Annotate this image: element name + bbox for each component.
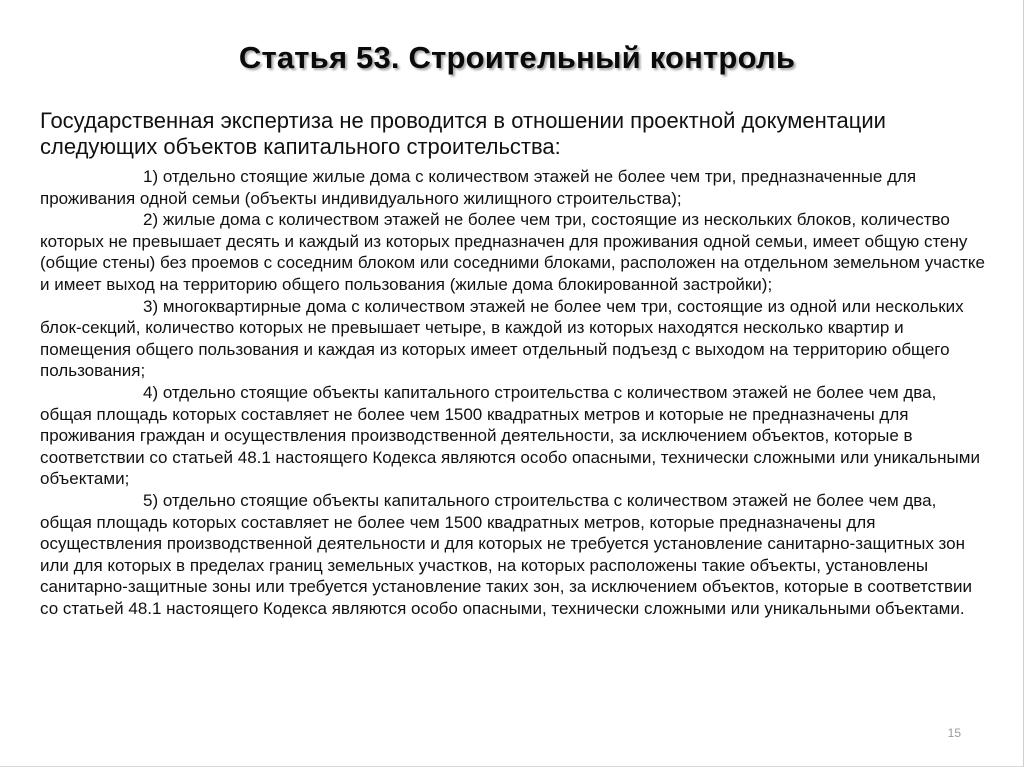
list-item-4: 4) отдельно стоящие объекты капитального строительства с количеством этажей не более чем два, общая площадь которых составляет не более чем 1500 квадратных метров и которые не предназначены для проживания граждан и осуществления производственной деятельности, за исключением объектов, которые в соответствии со статьей 48.1 настоящего Кодекса являются особо опасными, технически сложными или уникальными объектами; <box>40 382 980 489</box>
list-item-2: 2) жилые дома с количеством этажей не более чем три, состоящие из нескольких блоков, количество которых не превышает десять и каждый из которых предназначен для проживания одной семьи, имеет общую стену (общие стены) без проемов с соседним блоком или соседними блоками, расположен на отдельном земельном участке и имеет выход на территорию общего пользования (жилые дома блокированной застройки); <box>40 210 985 294</box>
list-item-1: 1) отдельно стоящие жилые дома с количеством этажей не более чем три, предназначенные для проживания одной семьи (объекты индивидуального жилищного строительства); <box>40 167 917 208</box>
exemption-list <box>40 166 990 619</box>
list-item-5: 5) отдельно стоящие объекты капитального строительства с количеством этажей не более чем два, общая площадь которых составляет не более чем 1500 квадратных метров, которые предназначены для осуществления производственной деятельности и для которых не требуется установление санитарно-защитных зон или для которых в пределах границ земельных участков, на которых расположены такие объекты, установлены санитарно-защитные зоны или требуется установление таких зон, за исключением объектов, которые в соответствии со статьей 48.1 настоящего Кодекса являются особо опасными, технически сложными или уникальными объектами. <box>40 490 972 618</box>
page-number: 15 <box>947 726 961 740</box>
intro-paragraph: Государственная экспертиза не проводится в отношении проектной документации следующих объектов капитального строительства: <box>40 108 886 159</box>
slide-title: Статья 53. Строительный контроль <box>238 40 796 75</box>
list-item-3: 3) многоквартирные дома с количеством этажей не более чем три, состоящие из одной или нескольких блок-секций, количество которых не превышает четыре, в каждой из которых находятся несколько квартир и помещения общего пользования и каждая из которых имеет отдельный подъезд с выходом на территорию общего пользования; <box>40 296 964 381</box>
